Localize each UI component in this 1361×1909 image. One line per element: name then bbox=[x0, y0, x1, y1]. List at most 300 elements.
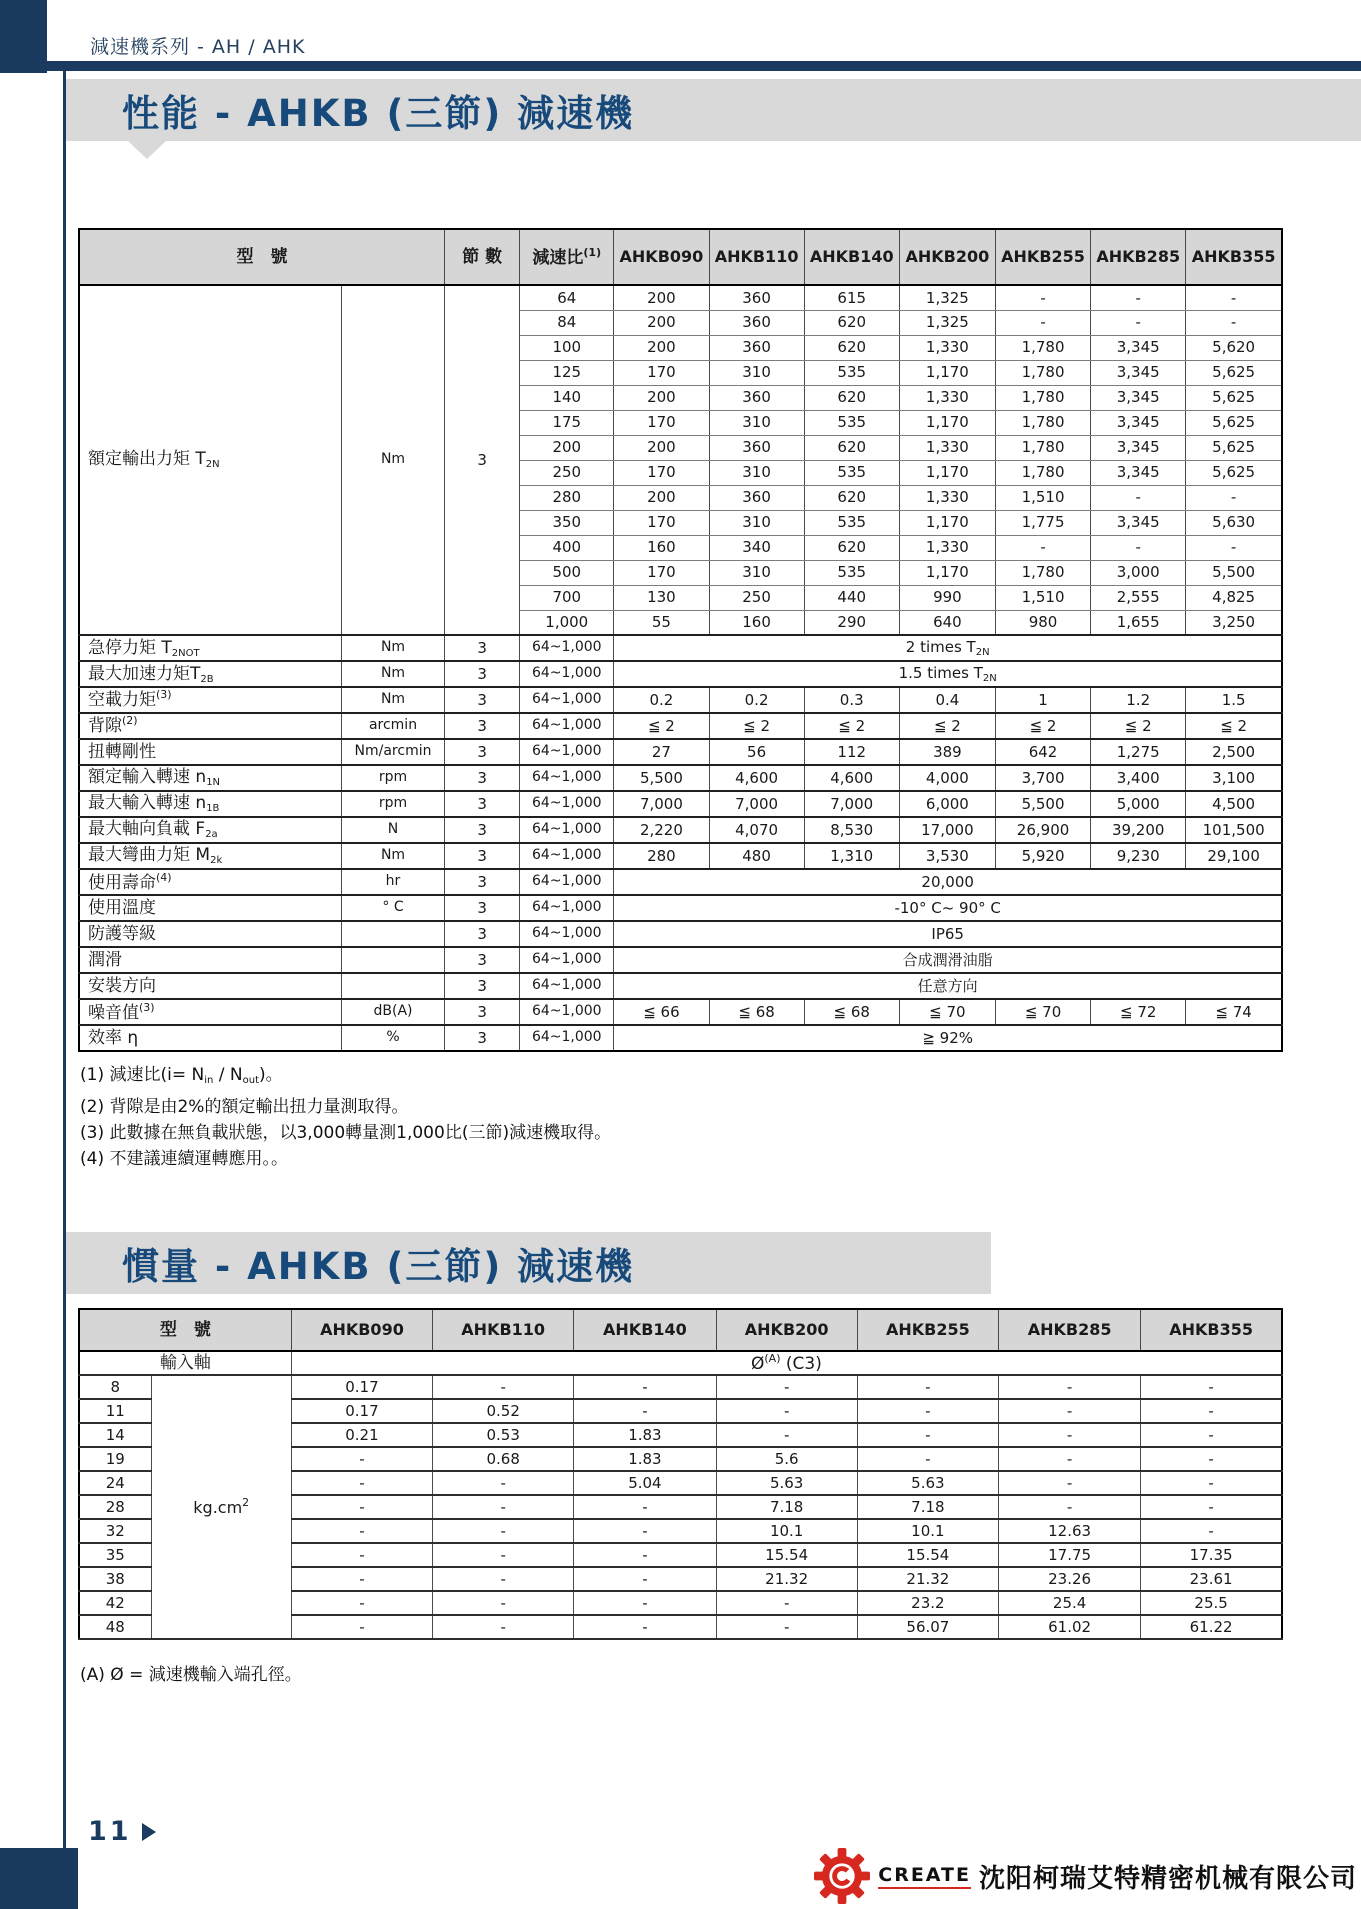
value-cell: 1 bbox=[995, 687, 1090, 713]
value-cell: ≦ 74 bbox=[1186, 999, 1282, 1025]
ratio-cell: 42 bbox=[79, 1591, 151, 1615]
value-cell: 5,625 bbox=[1186, 360, 1282, 385]
spec-ratio: 64~1,000 bbox=[520, 895, 614, 921]
value-cell: - bbox=[857, 1375, 998, 1399]
header-row bbox=[79, 229, 1282, 285]
value-cell: 3,345 bbox=[1091, 385, 1186, 410]
footnote: (3) 此數據在無負載狀態，以3,000轉量測1,000比(三節)減速機取得。 bbox=[80, 1123, 612, 1143]
value-cell: 130 bbox=[614, 585, 709, 610]
value-cell: 23.2 bbox=[857, 1591, 998, 1615]
spec-unit bbox=[341, 947, 444, 973]
value-cell: 280 bbox=[614, 843, 709, 869]
company-name: 沈阳柯瑞艾特精密机械有限公司 bbox=[978, 1863, 1357, 1894]
value-cell: - bbox=[716, 1399, 857, 1423]
model-col-header: AHKB355 bbox=[1186, 229, 1282, 285]
spec-label: 防護等級 bbox=[79, 921, 341, 947]
value-cell: - bbox=[291, 1519, 432, 1543]
spec-row bbox=[79, 687, 1282, 713]
inertia-title-band bbox=[66, 1232, 991, 1294]
rated-torque-unit: Nm bbox=[341, 285, 444, 635]
value-cell: - bbox=[1091, 535, 1186, 560]
value-cell: 4,500 bbox=[1186, 791, 1282, 817]
series-label: 減速機系列 - AH / AHK bbox=[90, 36, 306, 58]
value-cell: 1,170 bbox=[899, 410, 995, 435]
value-cell: 360 bbox=[709, 335, 804, 360]
ratio-cell: 48 bbox=[79, 1615, 151, 1639]
input-shaft-label: 輸入軸 bbox=[79, 1351, 291, 1375]
spec-span-value: 合成潤滑油脂 bbox=[614, 947, 1282, 973]
value-cell: 0.53 bbox=[433, 1423, 574, 1447]
value-cell: 1,170 bbox=[899, 510, 995, 535]
spec-ratio: 64~1,000 bbox=[520, 869, 614, 895]
spec-ratio: 64~1,000 bbox=[520, 713, 614, 739]
spec-unit: % bbox=[341, 1025, 444, 1051]
value-cell: 5.63 bbox=[716, 1471, 857, 1495]
value-cell: 200 bbox=[614, 285, 709, 310]
value-cell: - bbox=[291, 1567, 432, 1591]
spec-stages: 3 bbox=[445, 869, 520, 895]
value-cell: ≦ 2 bbox=[995, 713, 1090, 739]
value-cell: - bbox=[1186, 485, 1282, 510]
ratio-cell: 84 bbox=[520, 310, 614, 335]
ratio-cell: 1,000 bbox=[520, 610, 614, 635]
value-cell: 1,780 bbox=[995, 385, 1090, 410]
value-cell: - bbox=[1141, 1519, 1282, 1543]
value-cell: 1,325 bbox=[899, 310, 995, 335]
value-cell: - bbox=[995, 310, 1090, 335]
spec-row bbox=[79, 869, 1282, 895]
value-cell: 440 bbox=[804, 585, 899, 610]
ratio-cell: 200 bbox=[520, 435, 614, 460]
value-cell: 3,345 bbox=[1091, 510, 1186, 535]
value-cell: 7.18 bbox=[716, 1495, 857, 1519]
value-cell: 10.1 bbox=[857, 1519, 998, 1543]
value-cell: 4,000 bbox=[899, 765, 995, 791]
value-cell: 7,000 bbox=[709, 791, 804, 817]
value-cell: 3,345 bbox=[1091, 410, 1186, 435]
value-cell: 26,900 bbox=[995, 817, 1090, 843]
spec-unit: Nm bbox=[341, 635, 444, 661]
value-cell: 3,345 bbox=[1091, 460, 1186, 485]
value-cell: 5,000 bbox=[1091, 791, 1186, 817]
spec-stages: 3 bbox=[445, 687, 520, 713]
spec-ratio: 64~1,000 bbox=[520, 1025, 614, 1051]
value-cell: 170 bbox=[614, 560, 709, 585]
value-cell: ≦ 2 bbox=[1091, 713, 1186, 739]
value-cell: 535 bbox=[804, 510, 899, 535]
value-cell: - bbox=[291, 1543, 432, 1567]
table-row bbox=[79, 1375, 1282, 1399]
value-cell: - bbox=[574, 1495, 716, 1519]
value-cell: 3,345 bbox=[1091, 360, 1186, 385]
value-cell: ≦ 2 bbox=[614, 713, 709, 739]
spec-label: 急停力矩 $T_{2NOT}$ bbox=[79, 635, 341, 661]
value-cell: 39,200 bbox=[1091, 817, 1186, 843]
value-cell: 0.68 bbox=[433, 1447, 574, 1471]
bottom-corner-block bbox=[0, 1848, 78, 1909]
ratio-cell: 700 bbox=[520, 585, 614, 610]
value-cell: 5,630 bbox=[1186, 510, 1282, 535]
ratio-cell: 32 bbox=[79, 1519, 151, 1543]
value-cell: 61.02 bbox=[999, 1615, 1141, 1639]
spec-label: 安裝方向 bbox=[79, 973, 341, 999]
value-cell: 620 bbox=[804, 335, 899, 360]
value-cell: 29,100 bbox=[1186, 843, 1282, 869]
value-cell: 1,330 bbox=[899, 435, 995, 460]
value-cell: 10.1 bbox=[716, 1519, 857, 1543]
value-cell: - bbox=[1141, 1375, 1282, 1399]
value-cell: - bbox=[1141, 1471, 1282, 1495]
model-header: 型 號 bbox=[79, 1309, 291, 1351]
value-cell: ≦ 2 bbox=[709, 713, 804, 739]
page-number: 11 bbox=[88, 1816, 132, 1847]
spec-row bbox=[79, 661, 1282, 687]
value-cell: 5.04 bbox=[574, 1471, 716, 1495]
spec-ratio: 64~1,000 bbox=[520, 999, 614, 1025]
corner-block bbox=[0, 0, 47, 73]
spec-stages: 3 bbox=[445, 843, 520, 869]
spec-row bbox=[79, 713, 1282, 739]
value-cell: 535 bbox=[804, 360, 899, 385]
inertia-unit: kg.cm$^2$ bbox=[151, 1375, 291, 1639]
spec-row bbox=[79, 1025, 1282, 1051]
value-cell: 56 bbox=[709, 739, 804, 765]
spec-ratio: 64~1,000 bbox=[520, 739, 614, 765]
spec-stages: 3 bbox=[445, 895, 520, 921]
value-cell: - bbox=[1091, 310, 1186, 335]
spec-span-value: IP65 bbox=[614, 921, 1282, 947]
value-cell: ≦ 68 bbox=[804, 999, 899, 1025]
title-band-tail bbox=[128, 141, 166, 159]
value-cell: - bbox=[1186, 285, 1282, 310]
spec-label: 最大軸向負載 $F_{2a}$ bbox=[79, 817, 341, 843]
spec-unit: rpm bbox=[341, 791, 444, 817]
value-cell: 2,555 bbox=[1091, 585, 1186, 610]
value-cell: 200 bbox=[614, 435, 709, 460]
value-cell: - bbox=[999, 1375, 1141, 1399]
value-cell: - bbox=[291, 1591, 432, 1615]
spec-row bbox=[79, 765, 1282, 791]
spec-unit bbox=[341, 973, 444, 999]
value-cell: 1,330 bbox=[899, 485, 995, 510]
value-cell: 5,500 bbox=[1186, 560, 1282, 585]
spec-label: 扭轉剛性 bbox=[79, 739, 341, 765]
value-cell: 0.17 bbox=[291, 1399, 432, 1423]
value-cell: 1.2 bbox=[1091, 687, 1186, 713]
inertia-table bbox=[78, 1308, 1283, 1640]
value-cell: 7.18 bbox=[857, 1495, 998, 1519]
value-cell: 1,780 bbox=[995, 360, 1090, 385]
spec-stages: 3 bbox=[445, 713, 520, 739]
value-cell: 27 bbox=[614, 739, 709, 765]
spec-unit: rpm bbox=[341, 765, 444, 791]
value-cell: - bbox=[291, 1471, 432, 1495]
value-cell: - bbox=[857, 1399, 998, 1423]
value-cell: 3,345 bbox=[1091, 435, 1186, 460]
value-cell: 389 bbox=[899, 739, 995, 765]
spec-span-value: 2 times $T_{2N}$ bbox=[614, 635, 1282, 661]
spec-unit: arcmin bbox=[341, 713, 444, 739]
performance-footnotes bbox=[80, 1062, 611, 1172]
value-cell: 23.26 bbox=[999, 1567, 1141, 1591]
value-cell: 25.4 bbox=[999, 1591, 1141, 1615]
spec-row bbox=[79, 999, 1282, 1025]
value-cell: 56.07 bbox=[857, 1615, 998, 1639]
value-cell: 61.22 bbox=[1141, 1615, 1282, 1639]
value-cell: - bbox=[574, 1519, 716, 1543]
header-rule bbox=[47, 61, 1361, 71]
value-cell: 1,780 bbox=[995, 435, 1090, 460]
value-cell: 990 bbox=[899, 585, 995, 610]
ratio-cell: 14 bbox=[79, 1423, 151, 1447]
value-cell: 1,310 bbox=[804, 843, 899, 869]
value-cell: 4,600 bbox=[709, 765, 804, 791]
spec-row bbox=[79, 843, 1282, 869]
value-cell: 160 bbox=[709, 610, 804, 635]
value-cell: 200 bbox=[614, 310, 709, 335]
spec-stages: 3 bbox=[445, 635, 520, 661]
value-cell: 170 bbox=[614, 360, 709, 385]
value-cell: 17.75 bbox=[999, 1543, 1141, 1567]
value-cell: - bbox=[433, 1519, 574, 1543]
value-cell: 0.17 bbox=[291, 1375, 432, 1399]
value-cell: ≦ 2 bbox=[804, 713, 899, 739]
spec-row bbox=[79, 817, 1282, 843]
value-cell: 980 bbox=[995, 610, 1090, 635]
spec-stages: 3 bbox=[445, 739, 520, 765]
value-cell: 480 bbox=[709, 843, 804, 869]
value-cell: - bbox=[574, 1591, 716, 1615]
value-cell: - bbox=[995, 285, 1090, 310]
value-cell: - bbox=[291, 1615, 432, 1639]
value-cell: ≦ 2 bbox=[899, 713, 995, 739]
value-cell: - bbox=[574, 1615, 716, 1639]
value-cell: ≦ 66 bbox=[614, 999, 709, 1025]
value-cell: 7,000 bbox=[614, 791, 709, 817]
footnote: (2) 背隙是由2%的額定輸出扭力量測取得。 bbox=[80, 1097, 409, 1117]
spec-label: 額定輸入轉速 $n_{1N}$ bbox=[79, 765, 341, 791]
value-cell: 615 bbox=[804, 285, 899, 310]
value-cell: 5.63 bbox=[857, 1471, 998, 1495]
value-cell: 112 bbox=[804, 739, 899, 765]
inertia-footnote: (A) Ø = 減速機輸入端孔徑。 bbox=[80, 1665, 302, 1685]
spec-ratio: 64~1,000 bbox=[520, 817, 614, 843]
ratio-cell: 11 bbox=[79, 1399, 151, 1423]
value-cell: - bbox=[999, 1399, 1141, 1423]
ratio-cell: 400 bbox=[520, 535, 614, 560]
ratio-cell: 280 bbox=[520, 485, 614, 510]
value-cell: 1,780 bbox=[995, 410, 1090, 435]
value-cell: 3,530 bbox=[899, 843, 995, 869]
value-cell: 17.35 bbox=[1141, 1543, 1282, 1567]
value-cell: 640 bbox=[899, 610, 995, 635]
value-cell: 1,780 bbox=[995, 460, 1090, 485]
value-cell: 0.2 bbox=[614, 687, 709, 713]
value-cell: - bbox=[574, 1567, 716, 1591]
value-cell: 3,100 bbox=[1186, 765, 1282, 791]
value-cell: 4,070 bbox=[709, 817, 804, 843]
table-row bbox=[79, 285, 1282, 310]
performance-table-wrap bbox=[78, 228, 1283, 1052]
spec-ratio: 64~1,000 bbox=[520, 687, 614, 713]
spec-span-value: 1.5 times $T_{2N}$ bbox=[614, 661, 1282, 687]
value-cell: 8,530 bbox=[804, 817, 899, 843]
value-cell: - bbox=[433, 1543, 574, 1567]
value-cell: 1,510 bbox=[995, 585, 1090, 610]
model-col-header: AHKB285 bbox=[999, 1309, 1141, 1351]
value-cell: 1,330 bbox=[899, 335, 995, 360]
value-cell: - bbox=[716, 1375, 857, 1399]
value-cell: 0.4 bbox=[899, 687, 995, 713]
spec-unit: Nm bbox=[341, 661, 444, 687]
value-cell: - bbox=[1141, 1399, 1282, 1423]
value-cell: 250 bbox=[709, 585, 804, 610]
company-logo-row bbox=[814, 1846, 1357, 1906]
value-cell: 642 bbox=[995, 739, 1090, 765]
spec-ratio: 64~1,000 bbox=[520, 947, 614, 973]
spec-unit: Nm/arcmin bbox=[341, 739, 444, 765]
spec-label: 噪音值$^{(3)}$ bbox=[79, 999, 341, 1025]
value-cell: 5,620 bbox=[1186, 335, 1282, 360]
model-col-header: AHKB140 bbox=[574, 1309, 716, 1351]
value-cell: 360 bbox=[709, 485, 804, 510]
value-cell: 360 bbox=[709, 435, 804, 460]
value-cell: 1,275 bbox=[1091, 739, 1186, 765]
spec-row bbox=[79, 947, 1282, 973]
ratio-cell: 140 bbox=[520, 385, 614, 410]
gear-logo-icon bbox=[814, 1848, 870, 1904]
value-cell: - bbox=[1141, 1423, 1282, 1447]
spec-ratio: 64~1,000 bbox=[520, 921, 614, 947]
value-cell: - bbox=[857, 1447, 998, 1471]
spec-unit: N bbox=[341, 817, 444, 843]
spec-label: 最大輸入轉速 $n_{1B}$ bbox=[79, 791, 341, 817]
value-cell: 3,345 bbox=[1091, 335, 1186, 360]
ratio-cell: 24 bbox=[79, 1471, 151, 1495]
value-cell: 310 bbox=[709, 360, 804, 385]
value-cell: 1,170 bbox=[899, 460, 995, 485]
value-cell: 5,625 bbox=[1186, 385, 1282, 410]
value-cell: 170 bbox=[614, 460, 709, 485]
ratio-cell: 38 bbox=[79, 1567, 151, 1591]
spec-stages: 3 bbox=[445, 973, 520, 999]
value-cell: 15.54 bbox=[857, 1543, 998, 1567]
ratio-cell: 500 bbox=[520, 560, 614, 585]
value-cell: 360 bbox=[709, 285, 804, 310]
ratio-cell: 64 bbox=[520, 285, 614, 310]
value-cell: 290 bbox=[804, 610, 899, 635]
spec-ratio: 64~1,000 bbox=[520, 661, 614, 687]
model-col-header: AHKB255 bbox=[857, 1309, 998, 1351]
value-cell: 160 bbox=[614, 535, 709, 560]
spec-label: 空載力矩$^{(3)}$ bbox=[79, 687, 341, 713]
spec-stages: 3 bbox=[445, 999, 520, 1025]
value-cell: 21.32 bbox=[857, 1567, 998, 1591]
bore-label: Ø$^{(A)}$ (C3) bbox=[291, 1351, 1282, 1375]
model-col-header: AHKB140 bbox=[804, 229, 899, 285]
value-cell: 1,330 bbox=[899, 385, 995, 410]
header-row bbox=[79, 1309, 1282, 1351]
spec-row bbox=[79, 635, 1282, 661]
spec-row bbox=[79, 791, 1282, 817]
spec-unit: Nm bbox=[341, 687, 444, 713]
spec-unit: dB(A) bbox=[341, 999, 444, 1025]
value-cell: - bbox=[716, 1615, 857, 1639]
value-cell: - bbox=[433, 1375, 574, 1399]
spec-unit: Nm bbox=[341, 843, 444, 869]
spec-unit: hr bbox=[341, 869, 444, 895]
spec-stages: 3 bbox=[445, 817, 520, 843]
spec-ratio: 64~1,000 bbox=[520, 765, 614, 791]
value-cell: 620 bbox=[804, 435, 899, 460]
value-cell: - bbox=[1141, 1495, 1282, 1519]
value-cell: - bbox=[433, 1591, 574, 1615]
value-cell: 535 bbox=[804, 460, 899, 485]
value-cell: 1,780 bbox=[995, 335, 1090, 360]
page-marker bbox=[88, 1816, 156, 1847]
spec-ratio: 64~1,000 bbox=[520, 791, 614, 817]
value-cell: 0.52 bbox=[433, 1399, 574, 1423]
value-cell: - bbox=[433, 1615, 574, 1639]
value-cell: 0.2 bbox=[709, 687, 804, 713]
value-cell: 17,000 bbox=[899, 817, 995, 843]
value-cell: 1,170 bbox=[899, 360, 995, 385]
value-cell: ≦ 70 bbox=[899, 999, 995, 1025]
value-cell: - bbox=[716, 1591, 857, 1615]
value-cell: 620 bbox=[804, 385, 899, 410]
value-cell: 200 bbox=[614, 335, 709, 360]
performance-title: 性能 - AHKB (三節) 減速機 bbox=[122, 92, 635, 135]
value-cell: 5,920 bbox=[995, 843, 1090, 869]
spec-unit: ° C bbox=[341, 895, 444, 921]
subheader-row bbox=[79, 1351, 1282, 1375]
page-arrow-icon bbox=[142, 1823, 156, 1841]
rated-torque-stages: 3 bbox=[445, 285, 520, 635]
performance-title-band bbox=[66, 79, 1361, 141]
value-cell: 6,000 bbox=[899, 791, 995, 817]
value-cell: 2,500 bbox=[1186, 739, 1282, 765]
value-cell: - bbox=[1091, 285, 1186, 310]
model-col-header: AHKB255 bbox=[995, 229, 1090, 285]
rated-torque-label: 額定輸出力矩 $T_{2N}$ bbox=[79, 285, 341, 635]
value-cell: 200 bbox=[614, 385, 709, 410]
value-cell: - bbox=[999, 1423, 1141, 1447]
spec-stages: 3 bbox=[445, 661, 520, 687]
value-cell: 1,330 bbox=[899, 535, 995, 560]
value-cell: 0.3 bbox=[804, 687, 899, 713]
ratio-header: 減速比$^{(1)}$ bbox=[520, 229, 614, 285]
spec-stages: 3 bbox=[445, 1025, 520, 1051]
model-col-header: AHKB200 bbox=[716, 1309, 857, 1351]
value-cell: 3,400 bbox=[1091, 765, 1186, 791]
spec-ratio: 64~1,000 bbox=[520, 635, 614, 661]
value-cell: 3,000 bbox=[1091, 560, 1186, 585]
value-cell: 1,655 bbox=[1091, 610, 1186, 635]
inertia-table-wrap bbox=[78, 1308, 1283, 1640]
value-cell: 1,780 bbox=[995, 560, 1090, 585]
value-cell: 25.5 bbox=[1141, 1591, 1282, 1615]
value-cell: 4,825 bbox=[1186, 585, 1282, 610]
value-cell: - bbox=[574, 1399, 716, 1423]
spec-label: 背隙$^{(2)}$ bbox=[79, 713, 341, 739]
value-cell: - bbox=[999, 1495, 1141, 1519]
value-cell: - bbox=[433, 1495, 574, 1519]
spec-label: 效率 η bbox=[79, 1025, 341, 1051]
value-cell: 5,625 bbox=[1186, 410, 1282, 435]
logo-wordmark: CREATE bbox=[878, 1864, 971, 1889]
value-cell: 12.63 bbox=[999, 1519, 1141, 1543]
value-cell: - bbox=[995, 535, 1090, 560]
